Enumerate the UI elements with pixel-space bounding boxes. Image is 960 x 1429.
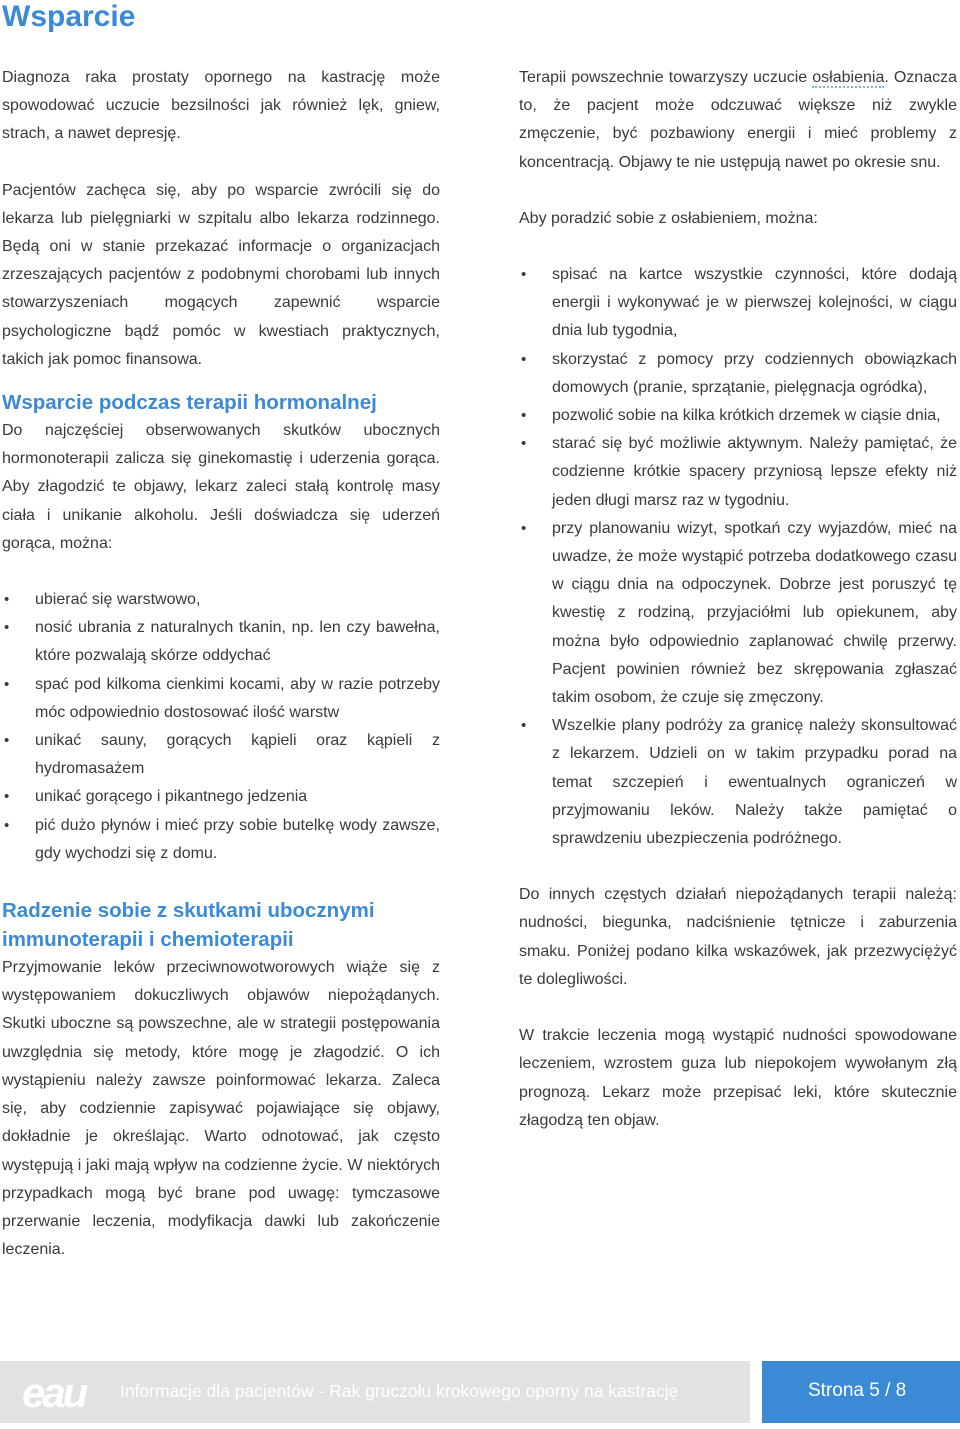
fatigue-term: osłabienia [812,69,885,86]
support-paragraph: Pacjentów zachęca się, aby po wsparcie zwrócili się do lekarza lub pielęgniarki w szpitalu albo lekarza rodzinnego. Będą oni w stanie przekazać informacje o organizacjach zrzeszających pacjentów z podobnymi chorobami lub innych stowarzyszeniach mogących zapewnić wsparcie psychologiczne bądź pomóc w kwestiach praktycznych, takich jak pomoc finansowa. [2,181,440,368]
eau-logo: eau [22,1369,86,1416]
list-item: • starać się być możliwie aktywnym. Należy pamiętać, że codzienne krótkie spacery przyniosą lepsze efekty niż jeden długi marsz raz w tygodniu. [519,430,957,515]
right-column [519,64,957,1135]
footer-logo-box [0,1361,110,1423]
list-item: • przy planowaniu wizyt, spotkań czy wyjazdów, mieć na uwadze, że może wystąpić potrzeba dodatkowego czasu w ciągu dnia na odpoczynek. Dobrze jest poruszyć tę kwestię z rodziną, przyjaciółmi lub opiekunem, aby można było odpowiednio zaplanować chwilę przerwy. Pacjent powinien również bez skrępowania zgłaszać takim osobom, że czuje się zmęczony. [519,515,957,712]
fatigue-text-start: Terapii powszechnie towarzyszy uczucie [519,69,813,86]
list-item: • unikać gorącego i pikantnego jedzenia [2,783,440,811]
list-item: • skorzystać z pomocy przy codziennych obowiązkach domowych (pranie, sprzątanie, pielęgnacja ogródka), [519,346,957,402]
left-column [2,64,440,1264]
fatigue-tips-list [519,261,957,853]
list-item: • Wszelkie plany podróży za granicę należy skonsultować z lekarzem. Udzieli on w takim przypadku porad na temat szczepień i ewentualnych ograniczeń w przyjmowaniu leków. Należy także pamiętać o sprawdzeniu ubezpieczenia podróżnego. [519,712,957,853]
footer [0,1361,960,1423]
immuno-heading [2,896,440,954]
footer-title-bar [110,1361,750,1423]
list-item: • unikać sauny, gorących kąpieli oraz kąpieli z hydromasażem [2,727,440,783]
immuno-heading-line1: Radzenie sobie z skutkami ubocznymi [2,899,375,923]
page-title: Wsparcie [2,0,136,33]
list-item: • pozwolić sobie na kilka krótkich drzemek w ciąsie dnia, [519,402,957,430]
list-item: • spać pod kilkoma cienkimi kocami, aby w razie potrzeby móc odpowiednio dostosować ilość warstw [2,671,440,727]
page-indicator [762,1361,960,1423]
fatigue-intro: Aby poradzić sobie z osłabieniem, można: [519,209,818,227]
fatigue-paragraph [519,64,957,177]
hormonal-heading: Wsparcie podczas terapii hormonalnej [2,391,377,415]
nausea-paragraph: W trakcie leczenia mogą wystąpić nudności spowodowane leczeniem, wzrostem guza lub niepokojem wywołanym złą prognozą. Lekarz może przepisać leki, które skutecznie złagodzą ten objaw. [519,1027,957,1129]
immuno-paragraph: Przyjmowanie leków przeciwnowotworowych wiąże się z występowaniem dokuczliwych objawów niepożądanych. Skutki uboczne są powszechne, ale w strategii postępowania uwzględnia się metody, które mogę je złagodzić. O ich wystąpieniu należy zawsze poinformować lekarza. Zaleca się, aby codziennie zapisywać pojawiające się objawy, dokładnie je określając. Warto odnotować, jak często występują i jaki mają wpływ na codzienne życie. W niektórych przypadkach mogą być brane pod uwagę: tymczasowe przerwanie leczenia, modyfikacja dawki lub zakończenie leczenia. [2,959,440,1259]
list-item: • nosić ubrania z naturalnych tkanin, np. len czy bawełna, które pozwalają skórze oddychać [2,614,440,670]
list-item: • ubierać się warstwowo, [2,586,440,614]
fatigue-text-end: . Oznacza to, że pacjent może odczuwać większe niż zwykle zmęczenie, być pozbawiony energii i mieć problemy z koncentracją. Objawy te nie ustępują nawet po okresie snu. [519,69,957,171]
hormonal-paragraph: Do najczęściej obserwowanych skutków ubocznych hormonoterapii zalicza się ginekomastię i uderzenia gorąca. Aby złagodzić te objawy, lekarz zaleci stałą kontrolę masy ciała i unikanie alkoholu. Jeśli doświadcza się uderzeń gorąca, można: [2,422,440,552]
footer-title: Informacje dla pacjentów - Rak gruczołu krokowego oporny na kastrację [120,1381,679,1401]
hot-flush-tips-list [2,586,440,868]
list-item: • pić dużo płynów i mieć przy sobie butelkę wody zawsze, gdy wychodzi się z domu. [2,812,440,868]
immuno-heading-line2: immunoterapii i chemioterapii [2,928,294,952]
intro-paragraph: Diagnoza raka prostaty opornego na kastrację może spowodować uczucie bezsilności jak również lęk, gniew, strach, a nawet depresję. [2,69,440,143]
side-effects-paragraph: Do innych częstych działań niepożądanych terapii należą: nudności, biegunka, nadciśnienie tętnicze i zaburzenia smaku. Poniżej podano kilka wskazówek, jak przezwyciężyć te dolegliwości. [519,886,957,988]
list-item: • spisać na kartce wszystkie czynności, które dodają energii i wykonywać je w pierwszej kolejności, w ciągu dnia lub tygodnia, [519,261,957,346]
page-number: Strona 5 / 8 [808,1380,907,1401]
